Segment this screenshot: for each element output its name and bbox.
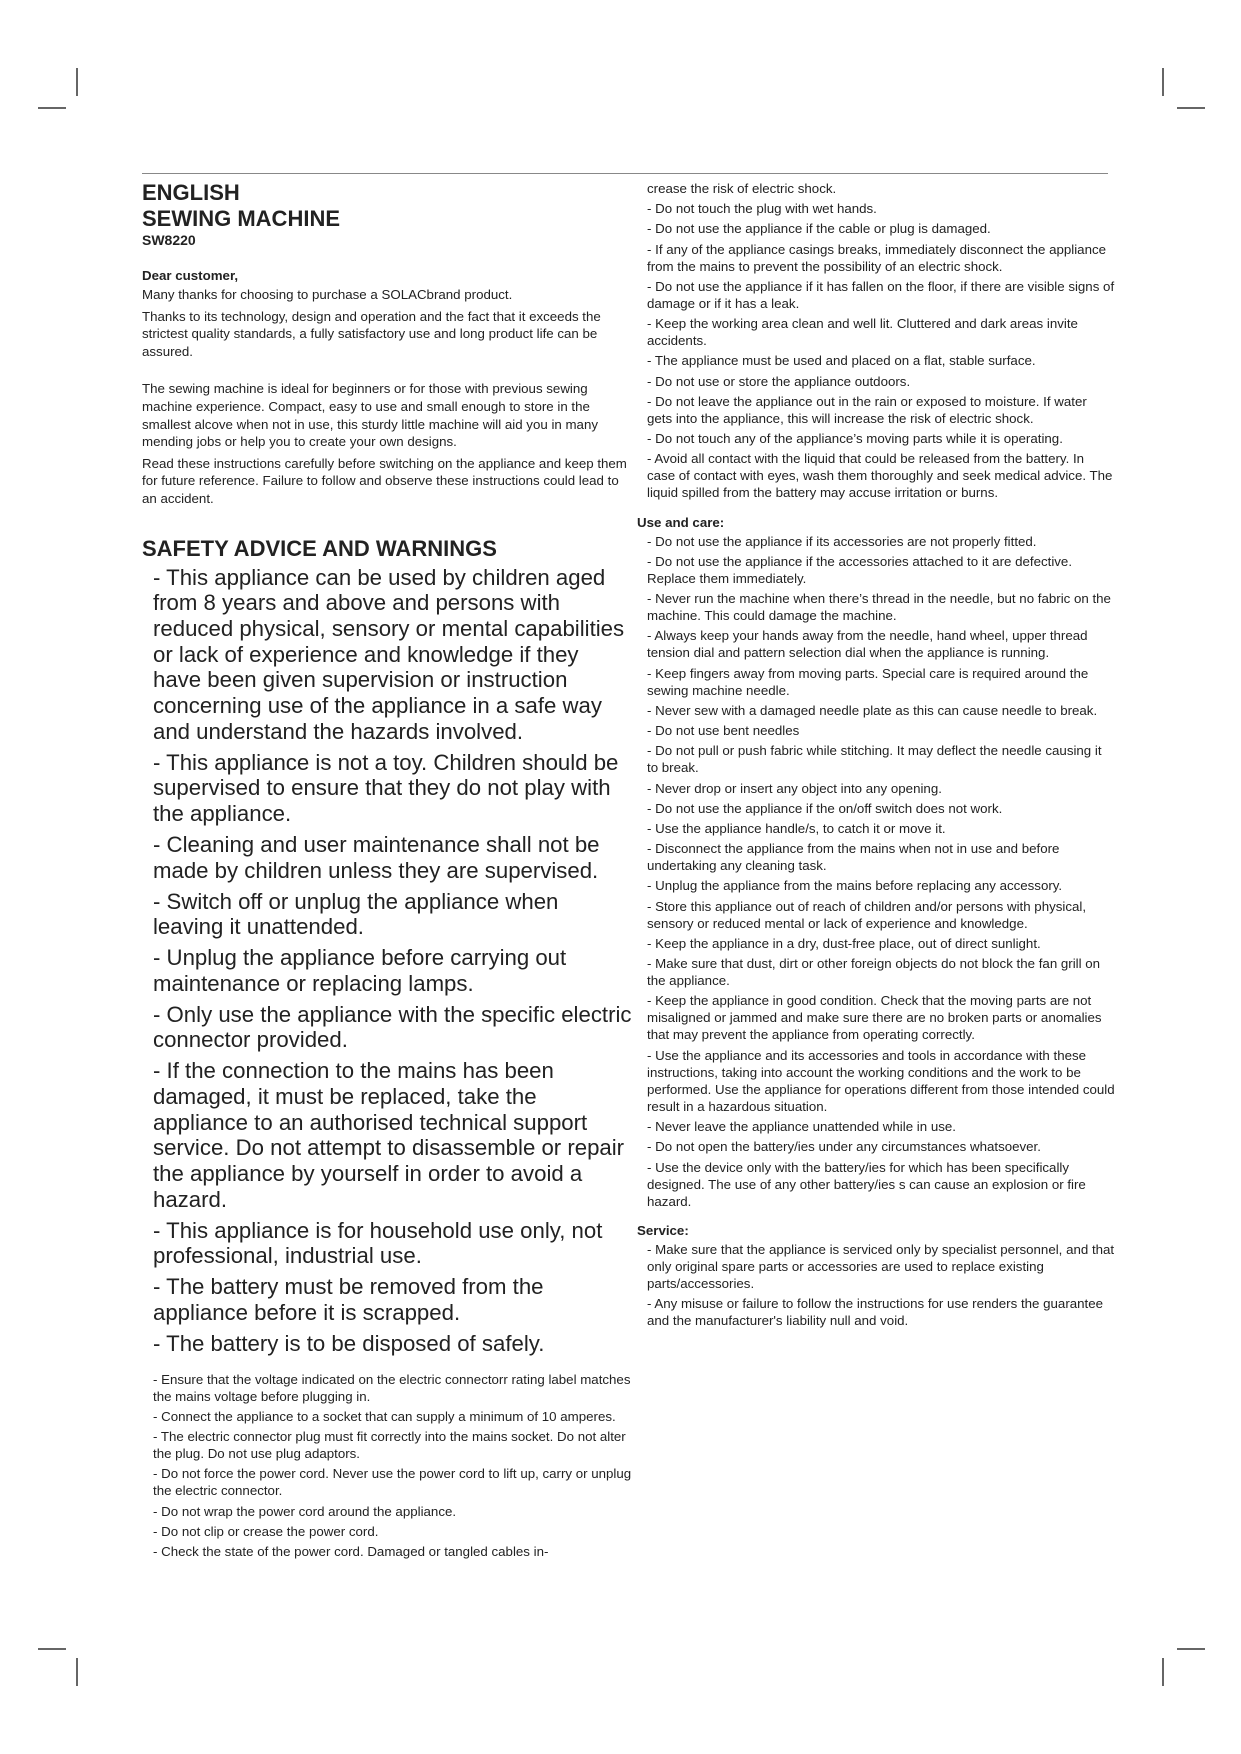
safety-item: - Unplug the appliance before carrying out maintenance or replacing lamps. [153, 945, 567, 996]
safety-small-item: - If any of the appliance casings breaks, immediately disconnect the appliance from the mains to prevent the possibility of an electric shock. [647, 241, 1107, 274]
safety-large-list [142, 565, 632, 1357]
safety-small-item: - Avoid all contact with the liquid that could be released from the battery. In case of contact with eyes, wash them thoroughly and seek medical advice. The liquid spilled from the battery may accuse irritation or burns. [647, 451, 1113, 501]
safety-small-item: - Do not use or store the appliance outdoors. [647, 373, 911, 389]
safety-item: - This appliance is for household use only, not professional, industrial use. [153, 1217, 603, 1269]
safety-small-item: - Ensure that the voltage indicated on the electric connectorr rating label matches the mains voltage before plugging in. [153, 1371, 631, 1404]
safety-small-item: - The electric connector plug must fit correctly into the mains socket. Do not alter the plug. Do not use plug adaptors. [153, 1429, 626, 1462]
safety-title: SAFETY ADVICE AND WARNINGS [142, 535, 497, 561]
use-care-item: - Do not pull or push fabric while stitching. It may deflect the needle causing it to break. [647, 743, 1102, 776]
use-care-item: - Store this appliance out of reach of children and/or persons with physical, sensory or reduced mental or lack of experience and knowledge. [647, 898, 1087, 931]
safety-small-item: - Do not wrap the power cord around the appliance. [153, 1503, 457, 1519]
safety-small-item: - Do not leave the appliance out in the rain or exposed to moisture. If water gets into the appliance, this will increase the risk of electric shock. [647, 393, 1087, 426]
crop-mark [1162, 1658, 1164, 1686]
safety-item: - This appliance is not a toy. Children should be supervised to ensure that they do not play with the appliance. [153, 749, 619, 827]
crop-mark [1177, 107, 1205, 109]
use-care-item: - Keep fingers away from moving parts. Special care is required around the sewing machine needle. [647, 665, 1089, 698]
use-care-item: - Unplug the appliance from the mains before replacing any accessory. [647, 878, 1063, 894]
crop-mark [76, 68, 78, 96]
safety-small-item: - The appliance must be used and placed on a flat, stable surface. [647, 353, 1036, 369]
safety-small-item: crease the risk of electric shock. [647, 181, 837, 196]
service-title: Service: [637, 1222, 689, 1238]
use-care-item: - Do not open the battery/ies under any circumstances whatsoever. [647, 1139, 1041, 1155]
use-care-item: - Use the device only with the battery/ies for which has been specifically designed. The use of any other battery/ies s can cause an explosion or fire hazard. [647, 1159, 1086, 1209]
safety-small-item: - Do not use the appliance if it has fallen on the floor, if there are visible signs of damage or if it has a leak. [647, 278, 1115, 311]
continued-list [637, 180, 1115, 502]
use-care-list [637, 533, 1115, 1210]
intro-paragraph: Thanks to its technology, design and operation and the fact that it exceeds the strictest quality standards, a fully satisfactory use and long product life can be assured. [142, 308, 601, 359]
greeting: Dear customer, [142, 268, 239, 283]
safety-item: - The battery is to be disposed of safely. [153, 1330, 545, 1356]
safety-small-item: - Keep the working area clean and well lit. Cluttered and dark areas invite accidents. [647, 316, 1078, 349]
safety-small-item: - Connect the appliance to a socket that can supply a minimum of 10 amperes. [153, 1408, 616, 1424]
safety-small-list [142, 1371, 632, 1561]
safety-small-item: - Do not touch the plug with wet hands. [647, 201, 877, 217]
safety-small-item: - Do not clip or crease the power cord. [153, 1523, 379, 1539]
safety-small-item: - Check the state of the power cord. Damaged or tangled cables in- [153, 1544, 549, 1560]
intro-paragraph: Read these instructions carefully before switching on the appliance and keep them for future reference. Failure to follow and observe these instructions could lead to an accident. [142, 455, 627, 506]
use-care-item: - Never drop or insert any object into any opening. [647, 780, 942, 796]
product-title: SEWING MACHINE [142, 206, 340, 231]
use-care-item: - Keep the appliance in good condition. Check that the moving parts are not misaligned or jammed and make sure there are no broken parts or anomalies that may prevent the appliance from operating correctly. [647, 993, 1102, 1043]
intro-paragraph: The sewing machine is ideal for beginners or for those with previous sewing machine experience. Compact, easy to use and small enough to store in the smallest alcove when not in use, this sturdy little machine will aid you in many mending jobs or help you to create your own designs. [142, 381, 598, 450]
crop-mark [1162, 68, 1164, 96]
safety-item: - Cleaning and user maintenance shall not be made by children unless they are supervised. [153, 831, 600, 883]
left-column [142, 180, 632, 1563]
safety-small-item: - Do not use the appliance if the cable or plug is damaged. [647, 221, 991, 237]
use-care-item: - Do not use the appliance if the accessories attached to it are defective. Replace them immediately. [647, 553, 1073, 586]
crop-mark [38, 107, 66, 109]
crop-mark [38, 1648, 66, 1650]
use-care-title: Use and care: [637, 514, 725, 530]
service-item: - Make sure that the appliance is serviced only by specialist personnel, and that only original spare parts or accessories are used to replace existing parts/accessories. [647, 1241, 1115, 1291]
use-care-item: - Do not use the appliance if the on/off switch does not work. [647, 800, 1003, 816]
safety-item: - Only use the appliance with the specific electric connector provided. [153, 1001, 632, 1053]
safety-item: - This appliance can be used by children aged from 8 years and above and persons with reduced physical, sensory or mental capabilities or lack of experience and knowledge if they have been given supervision or instruction concerning use of the appliance in a safe way and understand the hazards involved. [153, 564, 625, 744]
model-number: SW8220 [142, 232, 196, 248]
use-care-item: - Do not use bent needles [647, 723, 800, 739]
safety-small-item: - Do not touch any of the appliance’s moving parts while it is operating. [647, 431, 1063, 447]
use-care-item: - Never run the machine when there’s thread in the needle, but no fabric on the machine. This could damage the machine. [647, 591, 1111, 624]
right-column [637, 180, 1115, 1332]
safety-item: - If the connection to the mains has been damaged, it must be replaced, take the appliance to an authorised technical support service. Do not attempt to disassemble or repair the appliance by yourself in order to avoid a hazard. [153, 1058, 625, 1212]
service-list [637, 1241, 1115, 1330]
use-care-item: - Make sure that dust, dirt or other foreign objects do not block the fan grill on the appliance. [647, 956, 1101, 989]
crop-mark [76, 1658, 78, 1686]
use-care-item: - Never sew with a damaged needle plate as this can cause needle to break. [647, 702, 1098, 718]
service-item: - Any misuse or failure to follow the instructions for use renders the guarantee and the manufacturer's liability null and void. [647, 1296, 1104, 1329]
use-care-item: - Use the appliance and its accessories and tools in accordance with these instructions, taking into account the working conditions and the work to be performed. Use the appliance for operations different from those intended could result in a hazardous situation. [647, 1047, 1115, 1114]
use-care-item: - Keep the appliance in a dry, dust-free place, out of direct sunlight. [647, 935, 1041, 951]
use-care-item: - Always keep your hands away from the needle, hand wheel, upper thread tension dial and pattern selection dial when the appliance is running. [647, 628, 1088, 661]
use-care-item: - Do not use the appliance if its accessories are not properly fitted. [647, 533, 1037, 549]
use-care-item: - Never leave the appliance unattended while in use. [647, 1119, 956, 1135]
use-care-item: - Use the appliance handle/s, to catch it or move it. [647, 820, 946, 836]
safety-small-item: - Do not force the power cord. Never use the power cord to lift up, carry or unplug the electric connector. [153, 1466, 632, 1499]
language-title: ENGLISH [142, 180, 240, 205]
use-care-item: - Disconnect the appliance from the mains when not in use and before undertaking any cleaning task. [647, 841, 1060, 874]
safety-item: - Switch off or unplug the appliance when leaving it unattended. [153, 888, 559, 940]
intro-paragraph: Many thanks for choosing to purchase a SOLACbrand product. [142, 287, 513, 302]
header-rule [142, 173, 1108, 174]
safety-item: - The battery must be removed from the appliance before it is scrapped. [153, 1274, 544, 1326]
crop-mark [1177, 1648, 1205, 1650]
